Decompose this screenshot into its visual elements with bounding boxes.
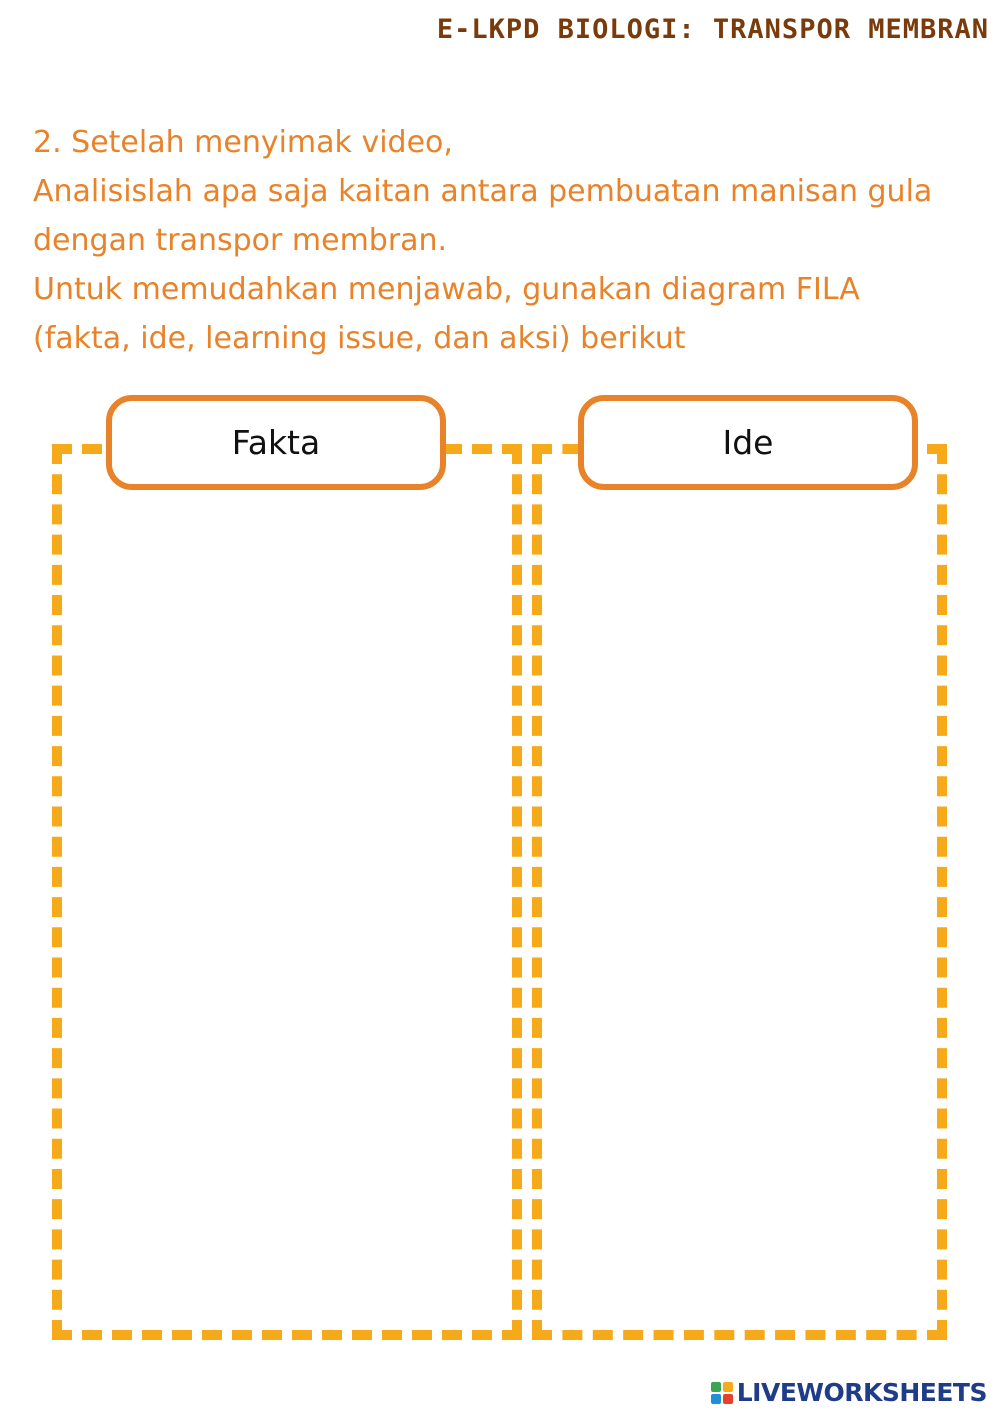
liveworksheets-logo [711, 1378, 987, 1407]
page-header-title: E-LKPD BIOLOGI: TRANSPOR MEMBRAN [436, 14, 989, 45]
logo-text: LIVEWORKSHEETS [736, 1378, 987, 1407]
logo-square [723, 1382, 733, 1392]
instruction-line: 2. Setelah menyimak video, [33, 125, 453, 160]
fakta-answer-box[interactable] [52, 444, 522, 1340]
instructions-text [33, 118, 973, 363]
instruction-line: Analisislah apa saja kaitan antara pembuatan manisan gula [33, 174, 933, 209]
ide-answer-box[interactable] [532, 444, 947, 1340]
liveworksheets-icon [711, 1382, 733, 1404]
instruction-line: (fakta, ide, learning issue, dan aksi) berikut [33, 321, 686, 356]
ide-label: Ide [578, 395, 918, 490]
logo-square [723, 1394, 733, 1404]
instruction-line: Untuk memudahkan menjawab, gunakan diagram FILA [33, 272, 860, 307]
instruction-line: dengan transpor membran. [33, 223, 448, 258]
logo-square [711, 1382, 721, 1392]
fakta-label: Fakta [106, 395, 446, 490]
logo-square [711, 1394, 721, 1404]
